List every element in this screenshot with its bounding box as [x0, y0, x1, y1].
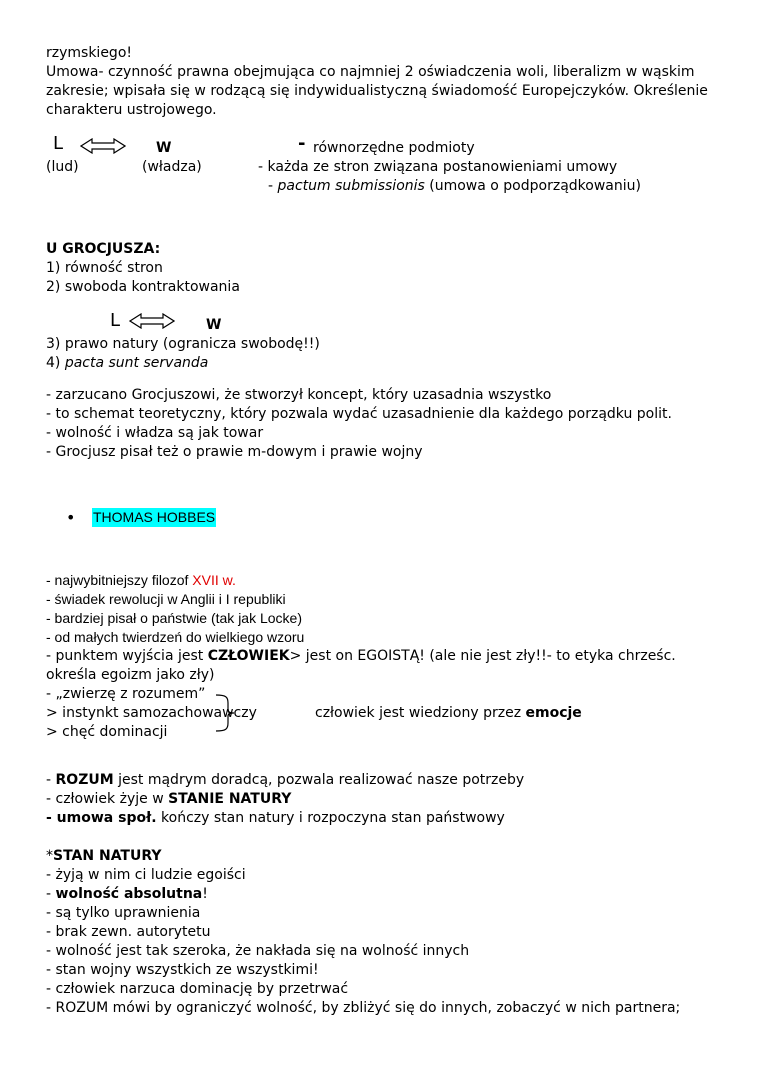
hobbes-reason-2: - człowiek żyje w STANIE NATURY [46, 791, 292, 807]
hobbes-line-8: > instynkt samozachowawczy [46, 705, 257, 721]
hobbes-line-3: - bardziej pisał o państwie (tak jak Locke) [46, 610, 303, 626]
diagram-right-letter: W [156, 140, 172, 156]
diagram-left-caption: (lud) [46, 159, 79, 175]
bullet-icon: • [66, 508, 76, 527]
stan-natury-line-1: - żyją w nim ci ludzie egoiści [46, 867, 246, 883]
hobbes-emotion-note: człowiek jest wiedziony przez emocje [315, 705, 582, 721]
stan-natury-line-2: - wolność absolutna! [46, 886, 208, 902]
diagram-note-1: równorzędne podmioty [313, 140, 475, 156]
grocjusz-note-4: - Grocjusz pisał też o prawie m-dowym i prawie wojny [46, 444, 423, 460]
grocjusz-heading: U GROCJUSZA: [46, 241, 161, 257]
intro-line-3: zakresie; wpisała się w rodzącą się indywidualistyczną świadomość Europejczyków. Określenie [46, 83, 708, 99]
stan-natury-line-8: - ROZUM mówi by ograniczyć wolność, by zbliżyć się do innych, zobaczyć w nich partnera; [46, 1000, 681, 1016]
intro-line-4: charakteru ustrojowego. [46, 102, 217, 118]
stan-natury-line-3: - są tylko uprawnienia [46, 905, 201, 921]
grocjusz-item-1: 1) równość stron [46, 260, 163, 276]
double-arrow-icon [129, 313, 175, 329]
hobbes-line-5: - punktem wyjścia jest CZŁOWIEK> jest on EGOISTĄ! (ale nie jest zły!!- to etyka chrześc. [46, 648, 676, 664]
diagram-dash: - [298, 133, 306, 154]
diagram-left-letter: L [53, 133, 64, 154]
grocjusz-note-2: - to schemat teoretyczny, który pozwala wydać uzasadnienie dla każdego porządku polit. [46, 406, 672, 422]
hobbes-line-2: - świadek rewolucji w Anglii i I republiki [46, 591, 286, 607]
grocjusz-diagram-left: L [110, 310, 121, 331]
hobbes-reason-1: - ROZUM jest mądrym doradcą, pozwala realizować nasze potrzeby [46, 772, 525, 788]
grocjusz-item-2: 2) swoboda kontraktowania [46, 279, 240, 295]
hobbes-line-7: - „zwierzę z rozumem” [46, 686, 206, 702]
double-arrow-icon [80, 138, 126, 154]
grocjusz-item-3: 3) prawo natury (ogranicza swobodę!!) [46, 336, 320, 352]
hobbes-line-6: określa egoizm jako zły) [46, 667, 215, 683]
stan-natury-line-4: - brak zewn. autorytetu [46, 924, 211, 940]
hobbes-heading: THOMAS HOBBES [93, 509, 216, 525]
stan-natury-heading: *STAN NATURY [46, 848, 162, 864]
diagram-right-caption: (władza) [142, 159, 202, 175]
stan-natury-line-7: - człowiek narzuca dominację by przetrwać [46, 981, 349, 997]
hobbes-line-1: - najwybitniejszy filozof XVII w. [46, 572, 236, 588]
grocjusz-diagram-right: W [206, 317, 222, 333]
grocjusz-note-1: - zarzucano Grocjuszowi, że stworzył koncept, który uzasadnia wszystko [46, 387, 552, 403]
diagram-note-3: - pactum submissionis (umowa o podporządkowaniu) [268, 178, 641, 194]
grocjusz-item-4: 4) pacta sunt servanda [46, 355, 209, 371]
hobbes-line-9: > chęć dominacji [46, 724, 168, 740]
hobbes-line-4: - od małych twierdzeń do wielkiego wzoru [46, 629, 305, 645]
stan-natury-line-5: - wolność jest tak szeroka, że nakłada się na wolność innych [46, 943, 470, 959]
grocjusz-note-3: - wolność i władza są jak towar [46, 425, 264, 441]
diagram-note-2: - każda ze stron związana postanowieniami umowy [258, 159, 618, 175]
intro-line-2: Umowa- czynność prawna obejmująca co najmniej 2 oświadczenia woli, liberalizm w wąskim [46, 64, 695, 80]
hobbes-reason-3: - umowa społ. kończy stan natury i rozpoczyna stan państwowy [46, 810, 505, 826]
intro-line-1: rzymskiego! [46, 45, 132, 61]
stan-natury-line-6: - stan wojny wszystkich ze wszystkimi! [46, 962, 319, 978]
brace-icon [214, 693, 236, 733]
